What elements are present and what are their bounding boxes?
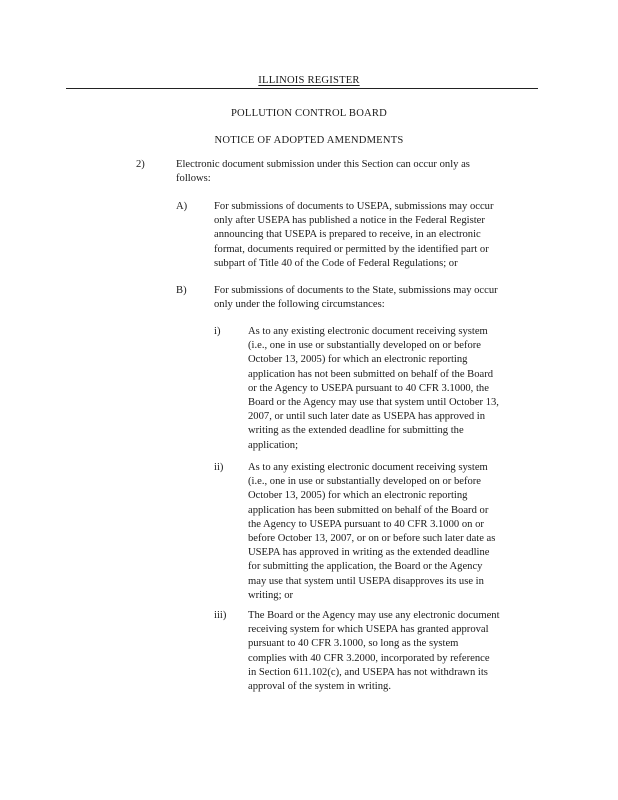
text-line: subpart of Title 40 of the Code of Federal Regulations; or [214,257,458,269]
item-b-text [214,284,498,312]
item-b-label: B) [176,285,187,296]
item-ii-label: ii) [214,462,224,473]
text-line: Electronic document submission under this Section can occur only as [176,159,470,170]
text-line: 2007, or until such later date as USEPA has approved in [248,411,486,423]
register-title: ILLINOIS REGISTER [258,75,360,86]
text-line: approval of the system in writing. [248,681,391,693]
header-rule [66,88,538,89]
text-line: October 13, 2005) for which an electronic reporting [248,354,468,366]
text-line: or the Agency to USEPA pursuant to 40 CFR 3.1000, the [248,382,489,394]
item-iii-text [248,609,500,694]
item-2-text [176,158,470,186]
item-ii-text [248,461,495,603]
text-line: (i.e., one in use or substantially developed on or before [248,340,481,352]
text-line: For submissions of documents to USEPA, submissions may occur [214,201,494,212]
text-line: complies with 40 CFR 3.2000, incorporated by reference [248,652,490,664]
text-line: pursuant to 40 CFR 3.1000, so long as the system [248,638,459,650]
text-line: receiving system for which USEPA has granted approval [248,624,489,636]
text-line: For submissions of documents to the State, submissions may occur [214,285,498,296]
text-line: only after USEPA has published a notice in the Federal Register [214,215,485,227]
text-line: format, documents required or permitted by the identified part or [214,243,489,255]
text-line: USEPA has approved in writing as the extended deadline [248,547,490,559]
text-line: writing as the extended deadline for submitting the [248,425,464,437]
item-a-label: A) [176,201,188,212]
item-iii-label: iii) [214,610,227,621]
text-line: application has not been submitted on behalf of the Board [248,368,494,380]
text-line: writing; or [248,589,294,601]
notice-title: NOTICE OF ADOPTED AMENDMENTS [214,135,404,146]
text-line: The Board or the Agency may use any electronic document [248,610,500,621]
text-line: Board or the Agency may use that system until October 13, [248,397,499,409]
text-line: for submitting the application, the Board or the Agency [248,561,483,573]
text-line: only under the following circumstances: [214,299,385,311]
text-line: follows: [176,173,211,185]
text-line: may use that system until USEPA disapproves its use in [248,575,484,587]
text-line: application; [248,439,299,451]
item-2-label: 2) [136,159,145,170]
text-line: As to any existing electronic document receiving system [248,326,488,337]
text-line: application has been submitted on behalf of the Board or [248,504,489,516]
text-line: the Agency to USEPA pursuant to 40 CFR 3.1000 on or [248,518,484,530]
text-line: (i.e., one in use or substantially developed on or before [248,476,481,488]
text-line: As to any existing electronic document receiving system [248,462,488,473]
text-line: in Section 611.102(c), and USEPA has not withdrawn its [248,666,488,678]
agency-title: POLLUTION CONTROL BOARD [230,108,388,119]
item-a-text [214,200,493,271]
text-line: before October 13, 2007, or on or before such later date as [248,533,496,545]
text-line: announcing that USEPA is prepared to receive, in an electronic [214,229,481,241]
text-line: October 13, 2005) for which an electronic reporting [248,490,468,502]
item-i-label: i) [214,326,221,337]
item-i-text [248,325,499,453]
